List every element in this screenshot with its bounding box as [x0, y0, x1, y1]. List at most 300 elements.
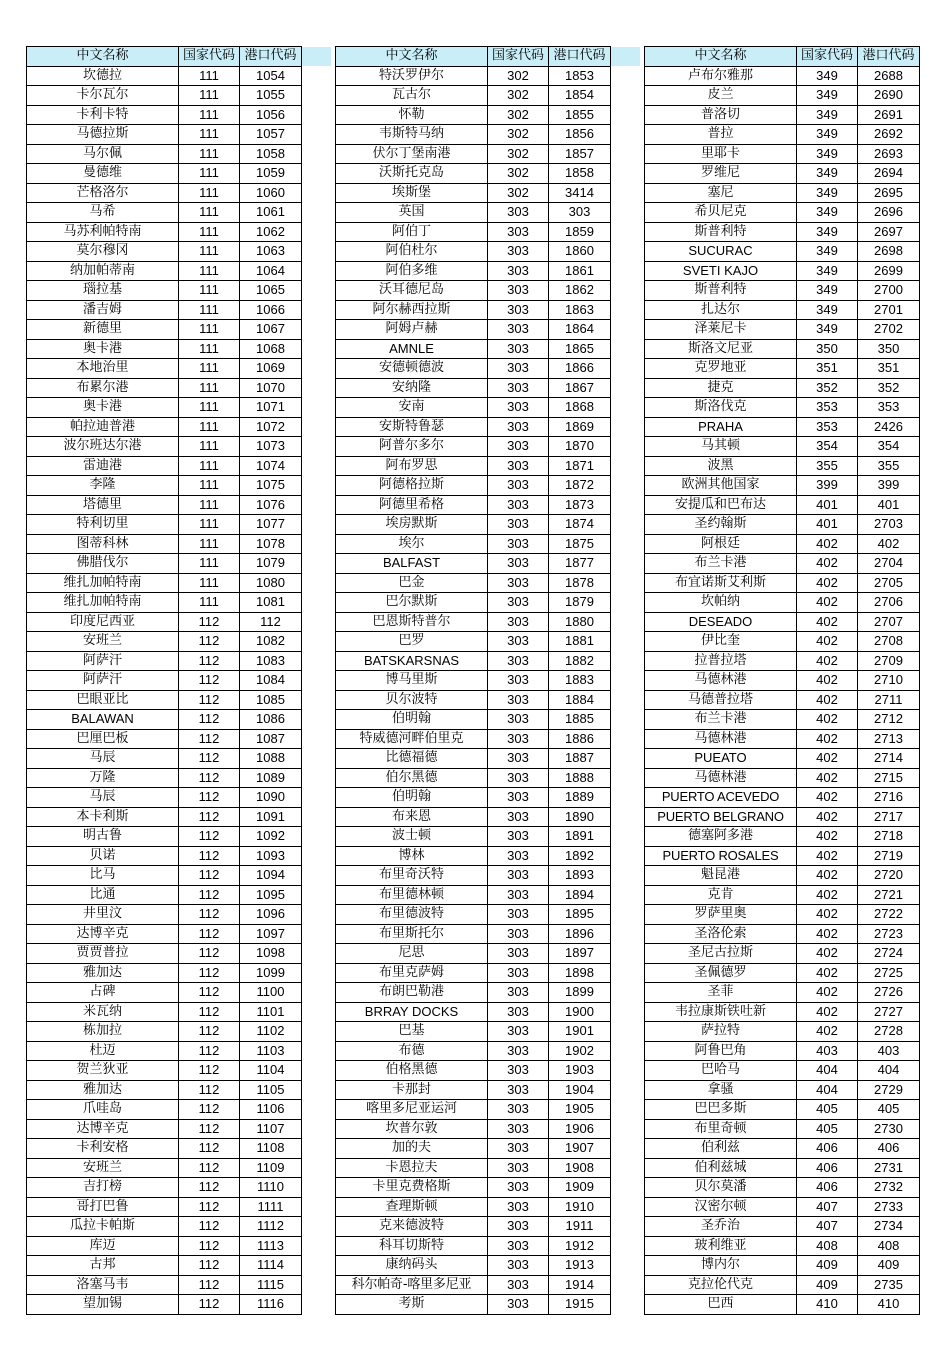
cell-port-code: 1857	[549, 144, 611, 164]
cell-chinese-name: 马辰	[27, 749, 179, 769]
cell-port-code: 1097	[240, 924, 302, 944]
row-spacer	[302, 905, 331, 925]
table-row	[645, 359, 920, 379]
cell-country-code: 303	[488, 320, 549, 340]
cell-country-code: 409	[797, 1256, 858, 1276]
table-row	[27, 105, 331, 125]
row-spacer	[611, 983, 640, 1003]
row-spacer	[302, 1061, 331, 1081]
cell-chinese-name: 卡里克费格斯	[336, 1178, 488, 1198]
table-row	[336, 1158, 640, 1178]
cell-country-code: 302	[488, 144, 549, 164]
cell-port-code: 1908	[549, 1158, 611, 1178]
cell-port-code: 1088	[240, 749, 302, 769]
table-row	[645, 827, 920, 847]
table-row	[336, 1139, 640, 1159]
cell-country-code: 402	[797, 827, 858, 847]
header-chinese-name: 中文名称	[27, 47, 179, 67]
cell-country-code: 349	[797, 300, 858, 320]
cell-country-code: 112	[179, 1295, 240, 1315]
cell-chinese-name: 英国	[336, 203, 488, 223]
row-spacer	[302, 1158, 331, 1178]
cell-chinese-name: 普拉	[645, 125, 797, 145]
cell-port-code: 2691	[858, 105, 920, 125]
cell-chinese-name: SVETI KAJO	[645, 261, 797, 281]
table-row	[645, 944, 920, 964]
cell-country-code: 303	[488, 768, 549, 788]
cell-port-code: 1869	[549, 417, 611, 437]
table-row	[336, 339, 640, 359]
table-row	[27, 905, 331, 925]
cell-country-code: 349	[797, 203, 858, 223]
cell-country-code: 303	[488, 612, 549, 632]
cell-chinese-name: PUERTO ACEVEDO	[645, 788, 797, 808]
cell-port-code: 1863	[549, 300, 611, 320]
cell-port-code: 1076	[240, 495, 302, 515]
cell-port-code: 2700	[858, 281, 920, 301]
table-row	[336, 924, 640, 944]
row-spacer	[611, 924, 640, 944]
cell-country-code: 349	[797, 86, 858, 106]
cell-country-code: 112	[179, 651, 240, 671]
cell-chinese-name: 伯明翰	[336, 788, 488, 808]
cell-chinese-name: 巴巴多斯	[645, 1100, 797, 1120]
cell-country-code: 112	[179, 1197, 240, 1217]
row-spacer	[611, 749, 640, 769]
cell-port-code: 2698	[858, 242, 920, 262]
cell-port-code: 1897	[549, 944, 611, 964]
table-row	[336, 749, 640, 769]
row-spacer	[611, 573, 640, 593]
cell-port-code: 1853	[549, 66, 611, 86]
header-port-code: 港口代码	[858, 47, 920, 67]
table-row	[27, 1217, 331, 1237]
row-spacer	[302, 66, 331, 86]
cell-chinese-name: 马德拉斯	[27, 125, 179, 145]
table-row	[645, 690, 920, 710]
cell-port-code: 355	[858, 456, 920, 476]
cell-country-code: 302	[488, 86, 549, 106]
cell-port-code: 1113	[240, 1236, 302, 1256]
table-row	[645, 378, 920, 398]
cell-country-code: 349	[797, 281, 858, 301]
cell-chinese-name: 特沃罗伊尔	[336, 66, 488, 86]
cell-port-code: 1059	[240, 164, 302, 184]
cell-chinese-name: 奥卡港	[27, 398, 179, 418]
cell-port-code: 2724	[858, 944, 920, 964]
cell-country-code: 112	[179, 807, 240, 827]
cell-chinese-name: 爪哇岛	[27, 1100, 179, 1120]
cell-country-code: 402	[797, 593, 858, 613]
cell-port-code: 1907	[549, 1139, 611, 1159]
cell-chinese-name: 马其顿	[645, 437, 797, 457]
table-row	[27, 1197, 331, 1217]
cell-chinese-name: 希贝尼克	[645, 203, 797, 223]
table-row	[27, 866, 331, 886]
table-row	[27, 554, 331, 574]
cell-port-code: 1896	[549, 924, 611, 944]
cell-country-code: 303	[488, 339, 549, 359]
row-spacer	[611, 1158, 640, 1178]
table-row	[336, 164, 640, 184]
table-row	[27, 944, 331, 964]
cell-port-code: 1899	[549, 983, 611, 1003]
cell-country-code: 402	[797, 924, 858, 944]
table-row	[645, 515, 920, 535]
cell-port-code: 351	[858, 359, 920, 379]
table-row	[645, 651, 920, 671]
cell-port-code: 410	[858, 1295, 920, 1315]
cell-country-code: 303	[488, 300, 549, 320]
row-spacer	[611, 1197, 640, 1217]
table-row	[27, 651, 331, 671]
cell-chinese-name: 博林	[336, 846, 488, 866]
row-spacer	[302, 690, 331, 710]
cell-port-code: 1090	[240, 788, 302, 808]
cell-country-code: 303	[488, 222, 549, 242]
cell-chinese-name: 马德林港	[645, 671, 797, 691]
cell-port-code: 1115	[240, 1275, 302, 1295]
cell-country-code: 303	[488, 651, 549, 671]
cell-country-code: 303	[488, 456, 549, 476]
table-row	[336, 963, 640, 983]
cell-chinese-name: 布兰卡港	[645, 710, 797, 730]
cell-country-code: 111	[179, 476, 240, 496]
table-row	[336, 1256, 640, 1276]
cell-chinese-name: 圣洛伦索	[645, 924, 797, 944]
cell-chinese-name: 贝尔波特	[336, 690, 488, 710]
cell-chinese-name: 圣佩德罗	[645, 963, 797, 983]
table-row	[27, 437, 331, 457]
table-row	[27, 1022, 331, 1042]
cell-country-code: 350	[797, 339, 858, 359]
table-row	[645, 398, 920, 418]
row-spacer	[302, 1197, 331, 1217]
table-row	[645, 710, 920, 730]
cell-port-code: 1086	[240, 710, 302, 730]
cell-chinese-name: 布来恩	[336, 807, 488, 827]
cell-port-code: 2715	[858, 768, 920, 788]
cell-port-code: 1089	[240, 768, 302, 788]
cell-chinese-name: 喀里多尼亚运河	[336, 1100, 488, 1120]
cell-country-code: 112	[179, 1002, 240, 1022]
cell-chinese-name: PRAHA	[645, 417, 797, 437]
row-spacer	[611, 710, 640, 730]
table-row	[336, 1197, 640, 1217]
cell-port-code: 2734	[858, 1217, 920, 1237]
cell-port-code: 1875	[549, 534, 611, 554]
table-row	[336, 300, 640, 320]
cell-country-code: 112	[179, 1041, 240, 1061]
cell-chinese-name: 巴眼亚比	[27, 690, 179, 710]
row-spacer	[302, 944, 331, 964]
cell-port-code: 2696	[858, 203, 920, 223]
cell-country-code: 349	[797, 105, 858, 125]
cell-chinese-name: 怀勒	[336, 105, 488, 125]
row-spacer	[302, 710, 331, 730]
cell-chinese-name: 巴哈马	[645, 1061, 797, 1081]
cell-chinese-name: 圣菲	[645, 983, 797, 1003]
cell-chinese-name: 明古鲁	[27, 827, 179, 847]
table-row	[336, 690, 640, 710]
cell-port-code: 1865	[549, 339, 611, 359]
cell-chinese-name: 魁昆港	[645, 866, 797, 886]
table-row	[336, 1295, 640, 1315]
cell-chinese-name: 特威德河畔伯里克	[336, 729, 488, 749]
cell-chinese-name: 潘吉姆	[27, 300, 179, 320]
cell-chinese-name: 圣尼古拉斯	[645, 944, 797, 964]
cell-port-code: 1856	[549, 125, 611, 145]
cell-port-code: 1891	[549, 827, 611, 847]
row-spacer	[302, 1217, 331, 1237]
cell-country-code: 303	[488, 378, 549, 398]
table-row	[27, 807, 331, 827]
table-row	[336, 1002, 640, 1022]
cell-port-code: 1864	[549, 320, 611, 340]
cell-country-code: 402	[797, 573, 858, 593]
row-spacer	[611, 398, 640, 418]
cell-port-code: 1074	[240, 456, 302, 476]
cell-chinese-name: 新德里	[27, 320, 179, 340]
row-spacer	[611, 1236, 640, 1256]
table-row	[336, 554, 640, 574]
cell-port-code: 1879	[549, 593, 611, 613]
cell-chinese-name: 博内尔	[645, 1256, 797, 1276]
cell-chinese-name: 井里汶	[27, 905, 179, 925]
cell-port-code: 1062	[240, 222, 302, 242]
cell-country-code: 406	[797, 1139, 858, 1159]
table-row	[27, 749, 331, 769]
table-row	[27, 183, 331, 203]
cell-chinese-name: 马希	[27, 203, 179, 223]
cell-chinese-name: 芒格洛尔	[27, 183, 179, 203]
header-chinese-name: 中文名称	[336, 47, 488, 67]
cell-chinese-name: 查理斯顿	[336, 1197, 488, 1217]
cell-chinese-name: 拉普拉塔	[645, 651, 797, 671]
row-spacer	[302, 866, 331, 886]
cell-port-code: 354	[858, 437, 920, 457]
cell-port-code: 2704	[858, 554, 920, 574]
cell-port-code: 1105	[240, 1080, 302, 1100]
cell-port-code: 1895	[549, 905, 611, 925]
cell-port-code: 1055	[240, 86, 302, 106]
cell-country-code: 402	[797, 963, 858, 983]
cell-chinese-name: 比马	[27, 866, 179, 886]
table-row	[27, 456, 331, 476]
row-spacer	[611, 476, 640, 496]
row-spacer	[302, 125, 331, 145]
cell-country-code: 303	[488, 729, 549, 749]
table-row	[645, 66, 920, 86]
table-row	[645, 1217, 920, 1237]
cell-country-code: 402	[797, 612, 858, 632]
cell-country-code: 112	[179, 1022, 240, 1042]
cell-country-code: 303	[488, 1139, 549, 1159]
table-row	[645, 593, 920, 613]
row-spacer	[302, 788, 331, 808]
row-spacer	[611, 1061, 640, 1081]
header-row	[336, 47, 640, 67]
cell-port-code: 1102	[240, 1022, 302, 1042]
cell-chinese-name: 马苏利帕特南	[27, 222, 179, 242]
cell-port-code: 1079	[240, 554, 302, 574]
cell-country-code: 303	[488, 1100, 549, 1120]
cell-chinese-name: 考斯	[336, 1295, 488, 1315]
row-spacer	[611, 1275, 640, 1295]
row-spacer	[611, 66, 640, 86]
table-row	[645, 1061, 920, 1081]
cell-port-code: 2695	[858, 183, 920, 203]
table-row	[645, 1295, 920, 1315]
cell-chinese-name: 卡利安格	[27, 1139, 179, 1159]
cell-country-code: 112	[179, 671, 240, 691]
cell-chinese-name: AMNLE	[336, 339, 488, 359]
table-row	[27, 300, 331, 320]
cell-country-code: 303	[488, 534, 549, 554]
row-spacer	[611, 1002, 640, 1022]
row-spacer	[611, 807, 640, 827]
cell-port-code: 1054	[240, 66, 302, 86]
row-spacer	[611, 1041, 640, 1061]
cell-chinese-name: BALFAST	[336, 554, 488, 574]
cell-country-code: 111	[179, 378, 240, 398]
table-row	[27, 632, 331, 652]
cell-port-code: 1893	[549, 866, 611, 886]
cell-country-code: 112	[179, 1061, 240, 1081]
cell-chinese-name: 奥卡港	[27, 339, 179, 359]
cell-country-code: 111	[179, 66, 240, 86]
table-row	[336, 105, 640, 125]
table-row	[27, 924, 331, 944]
cell-chinese-name: 布朗巴勒港	[336, 983, 488, 1003]
cell-chinese-name: 韦拉康斯铁吐新	[645, 1002, 797, 1022]
cell-port-code: 2712	[858, 710, 920, 730]
table-row	[336, 651, 640, 671]
row-spacer	[302, 281, 331, 301]
cell-country-code: 355	[797, 456, 858, 476]
cell-port-code: 1901	[549, 1022, 611, 1042]
cell-chinese-name: 科尔帕奇-喀里多尼亚	[336, 1275, 488, 1295]
cell-country-code: 408	[797, 1236, 858, 1256]
table-row	[27, 1158, 331, 1178]
row-spacer	[611, 1139, 640, 1159]
cell-port-code: 1877	[549, 554, 611, 574]
table-row	[336, 593, 640, 613]
cell-chinese-name: 卢布尔雅那	[645, 66, 797, 86]
cell-country-code: 302	[488, 105, 549, 125]
cell-country-code: 302	[488, 164, 549, 184]
table-row	[27, 885, 331, 905]
row-spacer	[302, 242, 331, 262]
cell-port-code: 2716	[858, 788, 920, 808]
cell-country-code: 303	[488, 690, 549, 710]
cell-port-code: 1860	[549, 242, 611, 262]
cell-country-code: 303	[488, 1119, 549, 1139]
cell-country-code: 112	[179, 612, 240, 632]
table-row	[645, 1002, 920, 1022]
cell-port-code: 1081	[240, 593, 302, 613]
cell-chinese-name: 巴尔默斯	[336, 593, 488, 613]
cell-country-code: 112	[179, 1119, 240, 1139]
cell-chinese-name: 安班兰	[27, 1158, 179, 1178]
table-row	[27, 359, 331, 379]
cell-country-code: 349	[797, 320, 858, 340]
row-spacer	[302, 651, 331, 671]
row-spacer	[611, 495, 640, 515]
table-row	[27, 339, 331, 359]
cell-port-code: 401	[858, 495, 920, 515]
cell-port-code: 1110	[240, 1178, 302, 1198]
cell-chinese-name: 欧洲其他国家	[645, 476, 797, 496]
table-row	[336, 1100, 640, 1120]
row-spacer	[302, 183, 331, 203]
cell-chinese-name: 沃耳德尼岛	[336, 281, 488, 301]
table-row	[27, 125, 331, 145]
cell-port-code: 1099	[240, 963, 302, 983]
cell-chinese-name: 科耳切斯特	[336, 1236, 488, 1256]
table-row	[336, 66, 640, 86]
cell-port-code: 408	[858, 1236, 920, 1256]
header-country-code: 国家代码	[488, 47, 549, 67]
row-spacer	[611, 905, 640, 925]
cell-port-code: 1878	[549, 573, 611, 593]
cell-port-code: 1101	[240, 1002, 302, 1022]
cell-chinese-name: 图蒂科林	[27, 534, 179, 554]
table-row	[27, 1080, 331, 1100]
table-row	[336, 417, 640, 437]
cell-chinese-name: 埃斯堡	[336, 183, 488, 203]
cell-port-code: 303	[549, 203, 611, 223]
row-spacer	[302, 671, 331, 691]
cell-chinese-name: 坎帕纳	[645, 593, 797, 613]
cell-chinese-name: 扎达尔	[645, 300, 797, 320]
cell-port-code: 1887	[549, 749, 611, 769]
cell-chinese-name: 帕拉迪普港	[27, 417, 179, 437]
cell-country-code: 111	[179, 398, 240, 418]
table-row	[645, 573, 920, 593]
cell-chinese-name: PUERTO ROSALES	[645, 846, 797, 866]
cell-port-code: 2706	[858, 593, 920, 613]
header-country-code: 国家代码	[179, 47, 240, 67]
cell-chinese-name: 伏尔丁堡南港	[336, 144, 488, 164]
table-row	[336, 1061, 640, 1081]
cell-chinese-name: 埃房默斯	[336, 515, 488, 535]
cell-chinese-name: 巴基	[336, 1022, 488, 1042]
cell-country-code: 303	[488, 242, 549, 262]
row-spacer	[611, 105, 640, 125]
cell-chinese-name: 波士顿	[336, 827, 488, 847]
cell-chinese-name: 布德	[336, 1041, 488, 1061]
cell-port-code: 2729	[858, 1080, 920, 1100]
cell-country-code: 111	[179, 456, 240, 476]
cell-port-code: 1867	[549, 378, 611, 398]
cell-chinese-name: 拿骚	[645, 1080, 797, 1100]
cell-country-code: 406	[797, 1178, 858, 1198]
cell-port-code: 2723	[858, 924, 920, 944]
cell-country-code: 303	[488, 905, 549, 925]
row-spacer	[302, 1236, 331, 1256]
cell-country-code: 303	[488, 710, 549, 730]
cell-country-code: 349	[797, 164, 858, 184]
cell-country-code: 405	[797, 1100, 858, 1120]
cell-chinese-name: SUCURAC	[645, 242, 797, 262]
table-row	[27, 690, 331, 710]
row-spacer	[302, 554, 331, 574]
table-row	[645, 963, 920, 983]
cell-country-code: 402	[797, 866, 858, 886]
cell-country-code: 303	[488, 924, 549, 944]
cell-country-code: 112	[179, 983, 240, 1003]
